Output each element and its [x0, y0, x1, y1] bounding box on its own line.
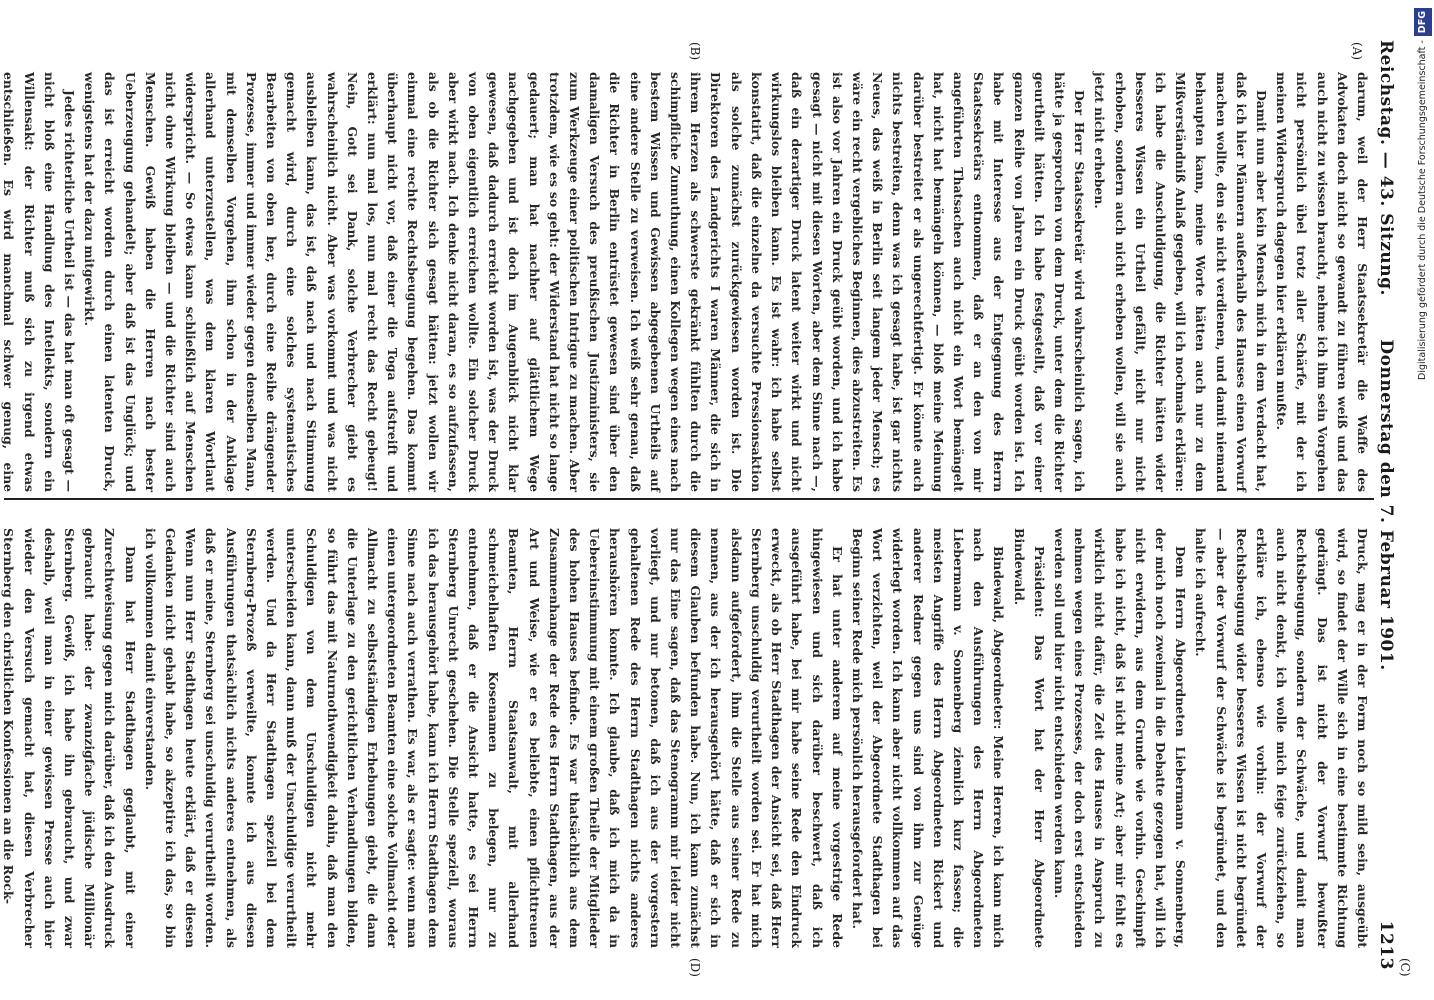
paragraph: Der Herr Staatssekretär wird wahrscheinlich sagen, ich hätte ja gesprochen von dem Druck, unter dem die Richter geurtheilt hätten. Ich habe festgestellt, daß vor einer ganzen Reihe von Jahren ein Druck geübt worden ist. Ich habe mit Interesse aus der Entgegnung des Herrn Staatssekretärs entnommen, daß er an den von mir angeführten Thatsachen auch nicht ein Wort bemängelt hat, nicht hat bemängeln können, — bloß meine Meinung darüber bestreitet er als ungerechtfertigt. Er könnte auch nichts bestreiten, denn was ich gesagt habe, ist gar nichts Neues, das weiß in Berlin seit langem jeder Mensch; es wäre ein recht vergebliches Beginnen, dies abzustreiten. Es ist also vor Jahren ein Druck geübt worden, und ich habe gesagt — nicht mit diesen Worten, aber dem Sinne nach —, daß ein derartiger Druck latent weiter wirkt und nicht wirkungslos bleiben kann. Es ist wahr: ich habe selbst konstatirt, daß die einzelne da versuchte Pressionsaktion als solche zunächst zurückgewiesen worden ist. Die Direktoren des Landgerichts I waren Männer, die sich in ihrem Herzen als schwerste gekränkt fühlten durch die schimpfliche Zumuthung, einen Kollegen wegen eines nach bestem Wissen und Gewissen abgegebenen Urtheils auf eine andere Stelle zu verweisen. Ich weiß sehr genau, daß die Richter in Berlin entrüstet gewesen sind über den damaligen Versuch des preußischen Justizministers, sie zum Werkzeuge einer politischen Intrigue zu machen. Aber trotzdem, wie es so geht: der Widerstand hat nicht so lange gedauert; man hat nachher auf glättlichem Wege nachgegeben und ist doch im Augenblick nicht klar gewesen, daß dadurch erreicht worden ist, was der Druck von oben eigentlich erreichen wollte. Ein solcher Druck aber wirkt nach. Ich denke nicht daran, es so aufzufassen, als ob die Richter sich gesagt hätten: jetzt wollen wir einmal eine rechte Rechtsbeugung begehen. Das kommt überhaupt nicht vor, daß einer die Toga aufstreift und erklärt: nun mal los, nun mal recht das Recht gebeugt! Nein, Gott sei Dank, solche Verbrecher giebt es wahrscheinlich nicht. Aber was vorkommt und was nicht ausbleiben kann, das ist, daß nach und nach Stimmung gemacht wird, durch eine solches systematisches Bearbeiten von oben her, durch eine Reihe drängender Prozesse, immer und immer wieder gegen denselben Mann, mit demselben Vorgehen, ihm schon in der Anklage allerhand unterzustellen, was dem klaren Wortlaut widerspricht. — So etwas kann schließlich auf Menschen nicht ohne Wirkung bleiben — und die Richter sind auch Menschen. Gewiß haben die Herren nach bester Ueberzeugung gehandelt; aber daß ist das Unglück; und das ist erreicht worden durch einen latenten Druck, wenigstens hat der dazu mitgewirkt.: [82, 72, 1088, 492]
paragraph: Bindewald, Abgeordneter: Meine Herren, ich kann mich nach den Ausführungen des Herrn Abgeordneten Liebermann v. Sonnenberg ziemlich kurz fassen; die meisten Angriffe des Herrn Abgeordneten Rickert und anderer Redner gegen uns sind von ihm zur Genüge widerlegt worden. Ich kann aber nicht vollkommen auf das Wort verzichten, weil der Abgeordnete Stadthagen bei Beginn seiner Rede mich persönlich herausgefordert hat.: [849, 528, 1007, 948]
margin-marker-b: (B): [688, 42, 702, 61]
credit-text: Digitalisierung gefördert durch die Deutsche Forschungsgemeinschaft -: [1417, 40, 1428, 380]
paragraph: Dem Herrn Abgeordneten Liebermann v. Sonnenberg, der mich noch zweimal in die Debatte gezogen hat, will ich nicht erwidern, aus dem Grunde wie vorhin. Geschimpft habe ich nicht, daß ist nicht meine Art; aber mir fehlt es wirklich nicht dafür, die Zeit des Hauses in Anspruch zu nehmen wegen eines Prozesses, der doch erst entschieden werden soll und hier nicht entschieden werden kann.: [1051, 528, 1189, 948]
paragraph: Er hat unter anderem auf meine vorgestrige Rede hingewiesen und sich darüber beschwert, daß ich ausgeführt habe, bei mir habe seine Rede den Eindruck erweckt, als ob Herr Stadthagen der Ansicht sei, daß Herr Sternberg unschuldig verurtheilt worden sei. Er hat mich alsdann aufgefordert, ihm die Stelle aus seiner Rede zu nennen, aus der ich herausgehört hätte, daß er sich in diesem Glauben befunden habe. Nun, ich kann zunächst nur das Eine sagen, daß das Stenogramm mir leider nicht vorliegt, und nur betonen, daß ich aus der vorgestern gehaltenen Rede des Herrn Stadthagen nichts anderes heraushören konnte. Ich glaube, daß ich mich da in Uebereinstimmung mit einem großen Theile der Mitglieder des hohen Hauses befinde. Es war thatsächlich aus dem Zusammenhange der Rede des Herrn Stadthagen, aus der Art und Weise, wie er es beliebte, einen pflichttreuen Beamten, Herrn Staatsanwalt, mit allerhand schmeichelhaften Kosenamen zu belegen, nur zu entnehmen, daß er die Ansicht hatte, es sei Herrn Sternberg Unrecht geschehen. Die Stelle speziell, woraus ich das herausgehört habe, kann ich Herrn Stadthagen dem Sinne nach auch verrathen. Es war, als er sagte: wenn man einen untergeordneten Beamten eine solche Vollmacht oder Allmacht zu selbstständigen Erhebungen giebt, die dann die Unterlage zu den gerichtlichen Verhandlungen bilden, so führt das mit Naturnothwendigkeit dahin, daß man den Schuldigen von dem Unschuldigen nicht mehr unterscheiden kann, dann muß der Unschuldige verurtheilt werden. Und da Herr Stadthagen speziell bei dem Sternberg-Prozeß verweilte, konnte ich aus diesen Ausführungen thatsächlich nichts anderes entnehmen, als daß er meine, Sternberg sei unschuldig verurtheilt worden. Wenn nun Herr Stadthagen heute erklärt, daß er diesen Gedanken nicht gehabt habe, so akzeptire ich das, so bin ich vollkommen damit einverstanden.: [142, 528, 845, 948]
paragraph: Dann hat Herr Stadthagen geglaubt, mit einer Zurechtweisung gegen mich darüber, daß ich den Ausdruck gebraucht habe: der zwanzigfache jüdische Millionär Sternberg. Gewiß, ich habe ihn gebraucht, und zwar deshalb, weil man in einer gewissen Presse auch hier wieder den Versuch gemacht hat, diesen Verbrecher Sternberg den christlichen Konfessionen an die Rock-: [1, 528, 138, 948]
paragraph: Druck, mag er in der Form noch so mild sein, ausgeübt wird, so findet der Wille sich in eine bestimmte Richtung gedrängt. Das ist nicht der Vorwurf bewußter Rechtsbeugung, sondern der Schwäche, und damit man auch nicht denkt, ich wolle mich feige zurückziehen, so erkläre ich, ebenso wie vorhin: der Vorwurf der Rechtsbeugung wider besseres Wissen ist nicht begründet — aber der Vorwurf der Schwäche ist begründet, und den halte ich aufrecht.: [1193, 528, 1370, 948]
dfg-logo: DFG: [1414, 8, 1432, 36]
left-column: [1, 72, 1372, 492]
column-divider: [4, 498, 1374, 500]
margin-marker-a: (A): [1350, 42, 1364, 61]
paragraph: Damit nun aber kein Mensch mich in dem Verdacht hat, daß ich hier Männern außerhalb des Hauses einen Vorwurf machen wollte, den sie nicht verdienen, und damit niemand behaupten kann, meine Worte hätten auch nur zu dem Mißverständniß Anlaß gegeben, will ich nochmals erklären: ich habe die Anschuldigung, die Richter hätten wider besseres Wissen ein Urtheil gefällt, nicht nur nicht erhoben, sondern auch nicht erheben wollen, will sie auch jetzt nicht erheben.: [1092, 72, 1269, 492]
right-column: [1, 528, 1372, 948]
paragraph: Jedes richterliche Urtheil ist — das hat man oft gesagt — nicht bloß eine Handlung des Intellekts, sondern ein Willensakt: der Richter muß sich zu irgend etwas entschließen. Es wird manchmal schwer genug, eine: [1, 72, 77, 492]
header-page-number: 1213: [1376, 920, 1396, 970]
header-date: Donnerstag den 7. Februar 1901.: [1376, 339, 1396, 671]
digitization-credit: [1414, 8, 1432, 993]
paragraph: darum, weil der Herr Staatssekretär die Waffe des Advokaten doch nicht so gewandt zu führen weiß und das auch nicht zu wissen braucht, nehme ich ihm sein Vorgehen nicht persönlich übel trotz aller Schärfe, mit der ich meinen Widerspruch dagegen hier erklären mußte.: [1274, 72, 1370, 492]
paragraph: Präsident: Das Wort hat der Herr Abgeordnete Bindewald.: [1011, 528, 1047, 948]
header-session: Reichstag. — 43. Sitzung.: [1376, 40, 1396, 296]
margin-marker-c: (C): [1398, 958, 1412, 977]
margin-marker-d: (D): [688, 958, 702, 977]
